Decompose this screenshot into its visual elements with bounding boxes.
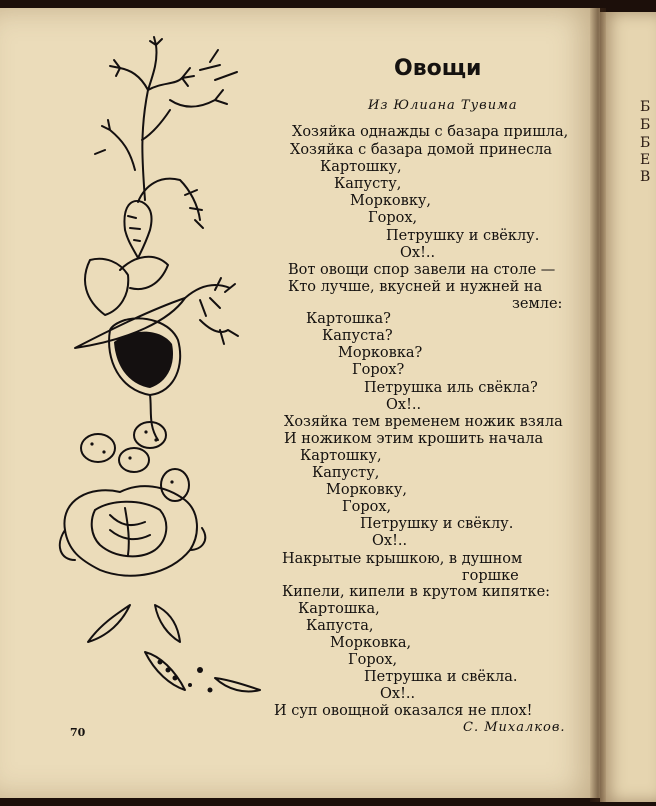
poem-line: Хозяйка с базара домой принесла (290, 142, 553, 158)
poem-line: И ножиком этим крошить начала (284, 431, 544, 447)
poem-line: Горох? (352, 362, 405, 378)
poem-line: Морковку, (350, 193, 432, 209)
poem-line: Петрушка и свёкла. (364, 669, 518, 685)
poem-line: Ох!.. (372, 533, 408, 549)
peas-illustration (88, 605, 260, 693)
poem-line: Ох!.. (386, 397, 422, 413)
poem-title: Овощи (394, 56, 482, 81)
poem-line: Картошку, (320, 159, 402, 175)
poem-line: земле: (512, 296, 563, 312)
poem-line: Капуста? (322, 328, 393, 344)
poem-line: Горох, (348, 652, 398, 668)
poem-line: Хозяйка тем временем ножик взяла (284, 414, 563, 430)
poem-line: Капусту, (312, 465, 380, 481)
book-gutter (590, 8, 606, 802)
poem-line: Накрытые крышкою, в душном (282, 551, 523, 567)
poem-author: С. Михалков. (463, 720, 566, 735)
poem-line: Капусту, (334, 176, 402, 192)
poem-line: Горох, (368, 210, 418, 226)
poem-line: Кто лучше, вкусней и нужней на (288, 279, 543, 295)
carrot-illustration (124, 179, 203, 258)
poem-line: Картошка? (306, 311, 391, 327)
poem-line: Кипели, кипели в крутом кипятке: (282, 584, 551, 600)
cabbage-illustration (60, 486, 205, 576)
poem-line: Картошка, (298, 601, 380, 617)
next-page-glyph: Б (640, 117, 651, 133)
poem-source: Из Юлиана Тувима (368, 98, 518, 113)
poem-line: Капуста, (306, 618, 374, 634)
poem-line: Петрушка иль свёкла? (364, 380, 538, 396)
page-number: 70 (70, 726, 86, 739)
poem-line: Морковку, (326, 482, 408, 498)
next-page-glyph: В (640, 169, 651, 185)
poem-line: Вот овощи спор завели на столе — (288, 262, 556, 278)
parsley-illustration (95, 37, 237, 200)
vegetables-illustration (50, 30, 270, 710)
poem-line: горшке (462, 568, 519, 584)
poem-line: Петрушку и свёклу. (386, 228, 540, 244)
poem-line: Морковка, (330, 635, 412, 651)
poem-line: Петрушку и свёклу. (360, 516, 514, 532)
next-page-glyph: Б (640, 135, 651, 151)
poem-line: Ох!.. (400, 245, 436, 261)
poem-line: Морковка? (338, 345, 423, 361)
potatoes-illustration (81, 422, 189, 501)
poem-line: Ох!.. (380, 686, 416, 702)
poem-line: И суп овощной оказался не плох! (274, 703, 533, 719)
poem-line: Картошку, (300, 448, 382, 464)
poem-line: Горох, (342, 499, 392, 515)
next-page-glyph: Е (640, 152, 651, 168)
beet-illustration (75, 257, 238, 440)
poem-line: Хозяйка однажды с базара пришла, (292, 124, 569, 140)
next-page-glyph: Б (640, 99, 651, 115)
